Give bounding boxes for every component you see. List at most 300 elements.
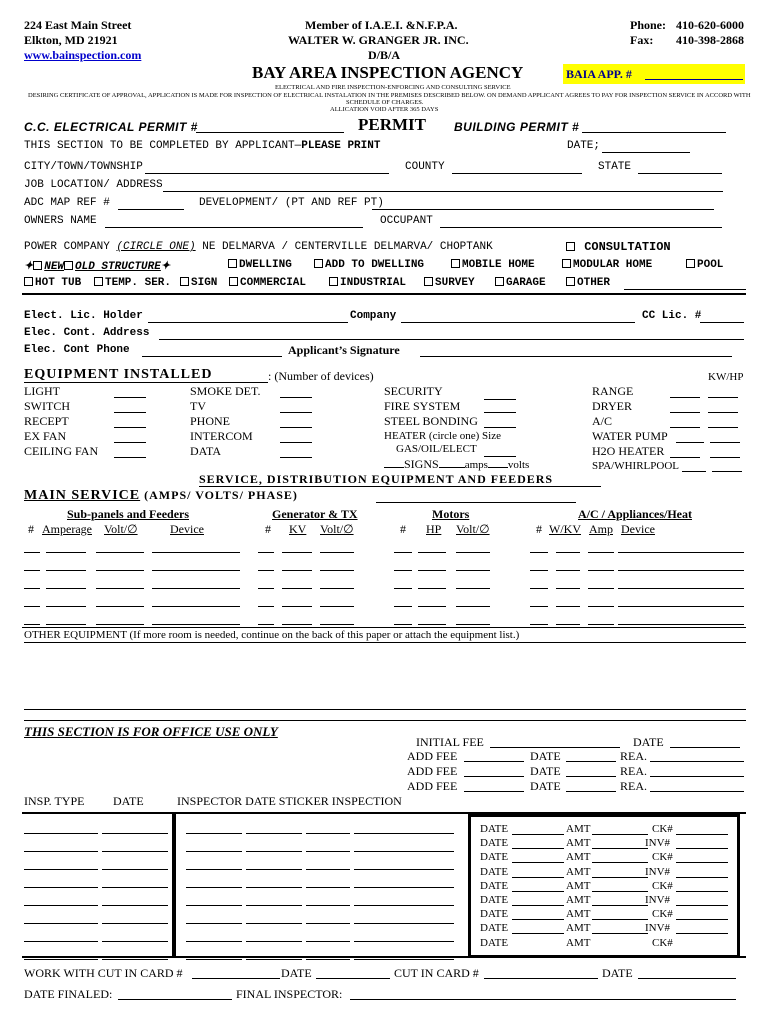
service-entry-field[interactable]: [258, 570, 274, 571]
owners-name-label: OWNERS NAME: [24, 215, 97, 227]
checkbox[interactable]: [495, 277, 504, 286]
payment-amt-label: AMT: [566, 823, 591, 835]
equip-ex-fan-field[interactable]: [114, 442, 146, 443]
elect-lic-holder-label: Elect. Lic. Holder: [24, 310, 143, 322]
cc-lic-label: CC Lic. #: [642, 310, 702, 322]
payment-date-field[interactable]: [512, 877, 564, 878]
final-inspector-label: FINAL INSPECTOR:: [236, 987, 343, 1001]
service-entry-field[interactable]: [46, 552, 86, 553]
elec-cont-address-field[interactable]: [159, 339, 744, 340]
inspection-entry-field[interactable]: [186, 941, 242, 942]
checkbox[interactable]: [180, 277, 189, 286]
service-entry-field[interactable]: [418, 624, 446, 625]
add-fee-field[interactable]: [464, 791, 524, 792]
service-entry-field[interactable]: [556, 624, 580, 625]
service-entry-field[interactable]: [530, 552, 548, 553]
service-entry-field[interactable]: [152, 606, 240, 607]
equip-spa: SPA/WHIRLPOOL: [592, 460, 679, 472]
checkbox[interactable]: [228, 259, 237, 268]
equip-ex-fan: EX FAN: [24, 429, 67, 443]
equip-recept-field[interactable]: [114, 427, 146, 428]
payment-date-label: DATE: [480, 879, 509, 892]
payment-amt-field[interactable]: [592, 891, 648, 892]
inspection-entry-field[interactable]: [186, 959, 242, 960]
checkbox[interactable]: [229, 277, 238, 286]
elect-lic-holder-field[interactable]: [148, 322, 348, 323]
service-entry-field[interactable]: [394, 570, 412, 571]
inspection-entry-field[interactable]: [246, 851, 302, 852]
occupant-field[interactable]: [440, 227, 722, 228]
service-entry-field[interactable]: [96, 588, 144, 589]
inspection-entry-field[interactable]: [306, 833, 350, 834]
inspection-entry-field[interactable]: [246, 887, 302, 888]
service-entry-field[interactable]: [24, 624, 40, 625]
service-entry-field[interactable]: [96, 570, 144, 571]
generator-col-num: #: [265, 522, 271, 536]
footer-date-field[interactable]: [316, 978, 390, 979]
checkbox[interactable]: [566, 277, 575, 286]
payment-date-label: DATE: [480, 851, 509, 864]
type-mobile-home[interactable]: [451, 259, 535, 271]
h2o-hp-field[interactable]: [710, 457, 740, 458]
inspection-entry-field[interactable]: [186, 905, 242, 906]
adc-map-field[interactable]: [118, 209, 184, 210]
add-fee-label: ADD FEE: [407, 779, 458, 793]
type-industrial[interactable]: [329, 277, 406, 289]
checkbox[interactable]: [314, 259, 323, 268]
inspection-entry-field[interactable]: [102, 887, 168, 888]
add-fee-rea-field[interactable]: [650, 761, 744, 762]
dryer-hp-field[interactable]: [708, 412, 738, 413]
checkbox[interactable]: [686, 259, 695, 268]
inspection-entry-field[interactable]: [306, 959, 350, 960]
equip-switch: SWITCH: [24, 399, 70, 413]
inspection-entry-field[interactable]: [186, 869, 242, 870]
payment-date-field[interactable]: [512, 834, 564, 835]
inspection-entry-field[interactable]: [354, 833, 454, 834]
service-entry-field[interactable]: [456, 606, 490, 607]
payment-date-field[interactable]: [512, 919, 564, 920]
range-hp-field[interactable]: [708, 397, 738, 398]
equip-ceiling-fan-field[interactable]: [114, 457, 146, 458]
inspection-entry-field[interactable]: [306, 941, 350, 942]
service-entry-field[interactable]: [282, 552, 312, 553]
inspection-entry-field[interactable]: [246, 959, 302, 960]
service-entry-field[interactable]: [320, 570, 354, 571]
inspection-entry-field[interactable]: [24, 905, 98, 906]
service-entry-field[interactable]: [618, 570, 744, 571]
state-field[interactable]: [638, 173, 722, 174]
payment-date-label: DATE: [480, 823, 509, 835]
payment-date-field[interactable]: [512, 862, 564, 863]
service-entry-field[interactable]: [24, 606, 40, 607]
payment-ref-field[interactable]: [676, 834, 728, 835]
owners-name-field[interactable]: [105, 227, 363, 228]
service-entry-field[interactable]: [258, 588, 274, 589]
payment-ref-label: CK#: [652, 879, 673, 892]
generator-col-volt: Volt/∅: [320, 522, 354, 536]
tagline: ELECTRICAL AND FIRE INSPECTION-ENFORCING AND CONSULTING SERVICE: [275, 84, 511, 91]
payment-date-field[interactable]: [512, 848, 564, 849]
footer-date-field-2[interactable]: [638, 978, 736, 979]
inspection-entry-field[interactable]: [102, 833, 168, 834]
payment-ref-field[interactable]: [676, 891, 728, 892]
cc-lic-field[interactable]: [700, 322, 744, 323]
inspection-entry-field[interactable]: [24, 959, 98, 960]
payment-ref-label: CK#: [652, 851, 673, 864]
service-entry-field[interactable]: [556, 570, 580, 571]
consultation-option[interactable]: [566, 240, 671, 254]
payment-amt-field[interactable]: [592, 862, 648, 863]
inspection-entry-field[interactable]: [354, 887, 454, 888]
inspection-entry-field[interactable]: [186, 923, 242, 924]
type-survey[interactable]: [424, 277, 475, 289]
dryer-kw-field[interactable]: [670, 412, 700, 413]
inspection-entry-field[interactable]: [354, 959, 454, 960]
payment-ref-field[interactable]: [676, 919, 728, 920]
inspection-entry-field[interactable]: [24, 851, 98, 852]
payment-ref-label: INV#: [645, 894, 671, 906]
checkbox[interactable]: [424, 277, 433, 286]
equip-security-field[interactable]: [484, 399, 516, 400]
service-entry-field[interactable]: [394, 606, 412, 607]
inspection-entry-field[interactable]: [102, 923, 168, 924]
inspection-entry-field[interactable]: [186, 833, 242, 834]
equipment-subtitle: : (Number of devices): [268, 369, 374, 383]
baia-app-box: [563, 64, 745, 84]
signs-count-field[interactable]: [384, 457, 404, 468]
inspection-entry-field[interactable]: [186, 887, 242, 888]
consultation-checkbox[interactable]: [566, 242, 575, 251]
inspection-entry-field[interactable]: [246, 941, 302, 942]
inspection-entry-field[interactable]: [246, 869, 302, 870]
company-field[interactable]: [401, 322, 635, 323]
payment-date-field[interactable]: [512, 891, 564, 892]
spa-kw-field[interactable]: [682, 471, 706, 472]
payment-amt-label: AMT: [566, 908, 591, 921]
service-entry-field[interactable]: [394, 588, 412, 589]
inspection-entry-field[interactable]: [186, 851, 242, 852]
disclaimer-line-1: DESIRING CERTIFICATE OF APPROVAL, APPLICATION IS MADE FOR INSPECTION OF ELECTRICAL INSTALATION IN THE PREMISES DESCRIBED BELOW. ON DEMAND APPLICANT AGREES TO PAY FOR INSPECTION SERVICE IN ACCORD WITH: [28, 92, 751, 99]
equip-data-field[interactable]: [280, 457, 312, 458]
equip-steel-bonding: STEEL BONDING: [384, 414, 478, 428]
service-entry-field[interactable]: [258, 624, 274, 625]
type-label: INDUSTRIAL: [340, 277, 407, 289]
development-field[interactable]: [372, 209, 714, 210]
type-add-to-dwelling[interactable]: [314, 259, 424, 271]
website-link[interactable]: www.bainspection.com: [24, 48, 142, 62]
ac-kw-field[interactable]: [670, 427, 700, 428]
inspection-entry-field[interactable]: [306, 923, 350, 924]
equip-smoke-det: SMOKE DET.: [190, 384, 261, 398]
inspection-entry-field[interactable]: [354, 905, 454, 906]
service-entry-field[interactable]: [394, 624, 412, 625]
service-entry-field[interactable]: [618, 588, 744, 589]
service-entry-field[interactable]: [320, 606, 354, 607]
service-entry-field[interactable]: [588, 552, 614, 553]
service-title-underline: [199, 486, 601, 487]
service-entry-field[interactable]: [24, 570, 40, 571]
other-equipment-line-1[interactable]: [24, 709, 746, 710]
service-entry-field[interactable]: [456, 624, 490, 625]
office-use-title: THIS SECTION IS FOR OFFICE USE ONLY: [24, 724, 278, 739]
service-entry-field[interactable]: [530, 606, 548, 607]
service-entry-field[interactable]: [258, 552, 274, 553]
payment-date-label: DATE: [480, 894, 509, 906]
service-entry-field[interactable]: [530, 570, 548, 571]
checkbox[interactable]: [329, 277, 338, 286]
checkbox[interactable]: [562, 259, 571, 268]
payment-amt-field[interactable]: [592, 919, 648, 920]
equip-water-pump: WATER PUMP: [592, 429, 668, 443]
inspection-entry-field[interactable]: [354, 869, 454, 870]
service-entry-field[interactable]: [282, 588, 312, 589]
inspection-entry-field[interactable]: [246, 905, 302, 906]
service-entry-field[interactable]: [152, 624, 240, 625]
final-inspector-field[interactable]: [350, 999, 736, 1000]
inspection-entry-field[interactable]: [102, 959, 168, 960]
elec-cont-phone-field[interactable]: [142, 356, 282, 357]
service-entry-field[interactable]: [46, 606, 86, 607]
payment-date-field[interactable]: [512, 933, 564, 934]
type-label: HOT TUB: [35, 277, 82, 289]
initial-fee-date-field[interactable]: [670, 747, 740, 748]
equipment-installed-title: EQUIPMENT INSTALLED: [24, 367, 213, 382]
equip-steel-field[interactable]: [484, 427, 516, 428]
main-service-sub: (AMPS/ VOLTS/ PHASE): [140, 488, 298, 502]
service-entry-field[interactable]: [46, 570, 86, 571]
service-entry-field[interactable]: [530, 624, 548, 625]
service-entry-field[interactable]: [530, 588, 548, 589]
type-label: OTHER: [577, 277, 611, 289]
service-entry-field[interactable]: [46, 588, 86, 589]
type-pool[interactable]: [686, 259, 723, 271]
service-entry-field[interactable]: [418, 570, 446, 571]
service-entry-field[interactable]: [24, 588, 40, 589]
power-company-options[interactable]: NE DELMARVA / CENTERVILLE DELMARVA/ CHOPTANK: [195, 241, 493, 253]
inspection-entry-field[interactable]: [102, 869, 168, 870]
equip-phone-field[interactable]: [280, 427, 312, 428]
inspection-entry-field[interactable]: [306, 851, 350, 852]
service-entry-field[interactable]: [588, 606, 614, 607]
service-entry-field[interactable]: [96, 552, 144, 553]
add-fee-rea-field[interactable]: [650, 791, 744, 792]
type-modular-home[interactable]: [562, 259, 652, 271]
inspection-entry-field[interactable]: [24, 941, 98, 942]
checkbox[interactable]: [94, 277, 103, 286]
service-entry-field[interactable]: [282, 624, 312, 625]
add-fee-rea-field[interactable]: [650, 776, 744, 777]
job-location-label: JOB LOCATION/ ADDRESS: [24, 179, 163, 191]
service-entry-field[interactable]: [46, 624, 86, 625]
star-icon: ✦: [24, 261, 34, 273]
city-field[interactable]: [145, 173, 389, 174]
add-fee-date-field[interactable]: [566, 791, 616, 792]
service-entry-field[interactable]: [588, 570, 614, 571]
service-entry-field[interactable]: [258, 606, 274, 607]
service-entry-field[interactable]: [24, 552, 40, 553]
type-hot-tub[interactable]: [24, 277, 81, 289]
equip-switch-field[interactable]: [114, 412, 146, 413]
inspection-entry-field[interactable]: [306, 905, 350, 906]
elec-cont-phone-label: Elec. Cont Phone: [24, 344, 130, 356]
payment-ref-label: CK#: [652, 908, 673, 921]
add-fee-date-field[interactable]: [566, 776, 616, 777]
other-equipment-line-2[interactable]: [24, 720, 746, 721]
service-entry-field[interactable]: [96, 624, 144, 625]
date-field[interactable]: [602, 152, 690, 153]
inspection-entry-field[interactable]: [306, 887, 350, 888]
inspection-entry-field[interactable]: [24, 869, 98, 870]
other-field[interactable]: [624, 289, 746, 290]
inspection-entry-field[interactable]: [24, 923, 98, 924]
inspection-entry-field[interactable]: [246, 833, 302, 834]
add-fee-rea-label: REA.: [620, 749, 647, 763]
service-entry-field[interactable]: [588, 624, 614, 625]
initial-fee-field[interactable]: [490, 747, 620, 748]
elec-cont-address-label: Elec. Cont. Address: [24, 327, 150, 339]
inspection-entry-field[interactable]: [354, 941, 454, 942]
cut-in-card-field[interactable]: [484, 978, 598, 979]
payment-amt-label: AMT: [566, 936, 591, 949]
equip-smoke-field[interactable]: [280, 397, 312, 398]
add-fee-field[interactable]: [464, 776, 524, 777]
main-service-field[interactable]: [376, 502, 576, 503]
payment-amt-field[interactable]: [592, 905, 648, 906]
equip-tv-field[interactable]: [280, 412, 312, 413]
service-entry-field[interactable]: [418, 552, 446, 553]
pump-hp-field[interactable]: [710, 442, 740, 443]
equip-intercom-field[interactable]: [280, 442, 312, 443]
payment-amt-field[interactable]: [592, 933, 648, 934]
power-company-label: POWER COMPANY: [24, 241, 117, 253]
inspection-entry-field[interactable]: [306, 869, 350, 870]
signs-amps-field[interactable]: [439, 457, 465, 468]
payment-ref-field[interactable]: [676, 877, 728, 878]
checkbox[interactable]: [24, 277, 33, 286]
type-other[interactable]: [566, 277, 610, 289]
inspection-entry-field[interactable]: [102, 905, 168, 906]
service-entry-field[interactable]: [556, 606, 580, 607]
inspection-entry-field[interactable]: [24, 833, 98, 834]
payment-ref-field[interactable]: [676, 933, 728, 934]
ac-col-amp: Amp: [589, 522, 613, 536]
payment-ref-field[interactable]: [676, 862, 728, 863]
inspection-entry-field[interactable]: [354, 851, 454, 852]
circle-one-note: (CIRCLE ONE): [116, 241, 196, 253]
service-entry-field[interactable]: [320, 588, 354, 589]
service-entry-field[interactable]: [456, 588, 490, 589]
applicant-signature-field[interactable]: [420, 356, 732, 357]
old-structure-checkbox[interactable]: [64, 261, 73, 270]
payment-amt-label: AMT: [566, 879, 591, 892]
volts-label: volts: [507, 459, 530, 471]
baia-app-field[interactable]: [645, 79, 743, 80]
gas-oil-elect-label: GAS/OIL/ELECT: [396, 443, 477, 455]
payment-amt-field[interactable]: [592, 834, 648, 835]
generator-col-kv: KV: [289, 522, 307, 536]
building-permit-field[interactable]: [582, 132, 726, 133]
date-finaled-field[interactable]: [118, 999, 232, 1000]
add-fee-date-field[interactable]: [566, 761, 616, 762]
service-entry-field[interactable]: [320, 552, 354, 553]
payment-ref-field[interactable]: [676, 848, 728, 849]
new-checkbox[interactable]: [33, 261, 42, 270]
inspection-entry-field[interactable]: [246, 923, 302, 924]
cc-electrical-permit-field[interactable]: [196, 132, 344, 133]
range-kw-field[interactable]: [670, 397, 700, 398]
other-equipment-label: OTHER EQUIPMENT (If more room is needed, continue on the back of this paper or attach the equipment list.): [24, 629, 520, 641]
power-company-line: [24, 241, 493, 253]
service-entry-field[interactable]: [588, 588, 614, 589]
inspection-entry-field[interactable]: [24, 887, 98, 888]
service-entry-field[interactable]: [418, 606, 446, 607]
signs-volts-field[interactable]: [488, 457, 508, 468]
service-entry-field[interactable]: [618, 552, 744, 553]
consultation-label: CONSULTATION: [584, 240, 671, 254]
inspection-entry-field[interactable]: [354, 923, 454, 924]
payment-amt-field[interactable]: [592, 848, 648, 849]
h2o-kw-field[interactable]: [670, 457, 700, 458]
service-entry-field[interactable]: [456, 552, 490, 553]
service-entry-field[interactable]: [618, 606, 744, 607]
service-entry-field[interactable]: [418, 588, 446, 589]
payment-date-field[interactable]: [512, 905, 564, 906]
equip-light-field[interactable]: [114, 397, 146, 398]
county-field[interactable]: [452, 173, 582, 174]
equipment-title-underline: [24, 382, 268, 383]
type-temp-ser[interactable]: [94, 277, 171, 289]
ac-hp-field[interactable]: [708, 427, 738, 428]
insp-type-label: INSP. TYPE: [24, 794, 85, 808]
service-entry-field[interactable]: [394, 552, 412, 553]
type-sign[interactable]: [180, 277, 217, 289]
service-entry-field[interactable]: [282, 606, 312, 607]
job-location-field[interactable]: [163, 191, 723, 192]
member-line-2: WALTER W. GRANGER JR. INC.: [288, 33, 469, 47]
service-entry-field[interactable]: [618, 624, 744, 625]
checkbox[interactable]: [451, 259, 460, 268]
type-garage[interactable]: [495, 277, 546, 289]
pump-kw-field[interactable]: [676, 442, 704, 443]
service-entry-field[interactable]: [556, 552, 580, 553]
service-entry-field[interactable]: [152, 552, 240, 553]
payment-ref-field[interactable]: [676, 905, 728, 906]
service-entry-field[interactable]: [556, 588, 580, 589]
building-permit-label: BUILDING PERMIT #: [454, 120, 580, 134]
spa-hp-field[interactable]: [712, 471, 742, 472]
inspection-entry-field[interactable]: [102, 941, 168, 942]
work-with-cut-field[interactable]: [192, 978, 280, 979]
service-entry-field[interactable]: [152, 570, 240, 571]
insp-date-label: DATE: [113, 794, 144, 808]
type-label: TEMP. SER.: [105, 277, 172, 289]
service-entry-field[interactable]: [456, 570, 490, 571]
type-commercial[interactable]: [229, 277, 306, 289]
service-entry-field[interactable]: [320, 624, 354, 625]
payment-amt-field[interactable]: [592, 877, 648, 878]
type-label: DWELLING: [239, 259, 292, 271]
type-dwelling[interactable]: [228, 259, 292, 271]
add-fee-field[interactable]: [464, 761, 524, 762]
inspection-entry-field[interactable]: [102, 851, 168, 852]
service-entry-field[interactable]: [282, 570, 312, 571]
motor-col-volt: Volt/∅: [456, 522, 490, 536]
equip-fire-field[interactable]: [484, 412, 516, 413]
service-entry-field[interactable]: [96, 606, 144, 607]
service-entry-field[interactable]: [152, 588, 240, 589]
subpanel-col-device: Device: [170, 522, 204, 536]
